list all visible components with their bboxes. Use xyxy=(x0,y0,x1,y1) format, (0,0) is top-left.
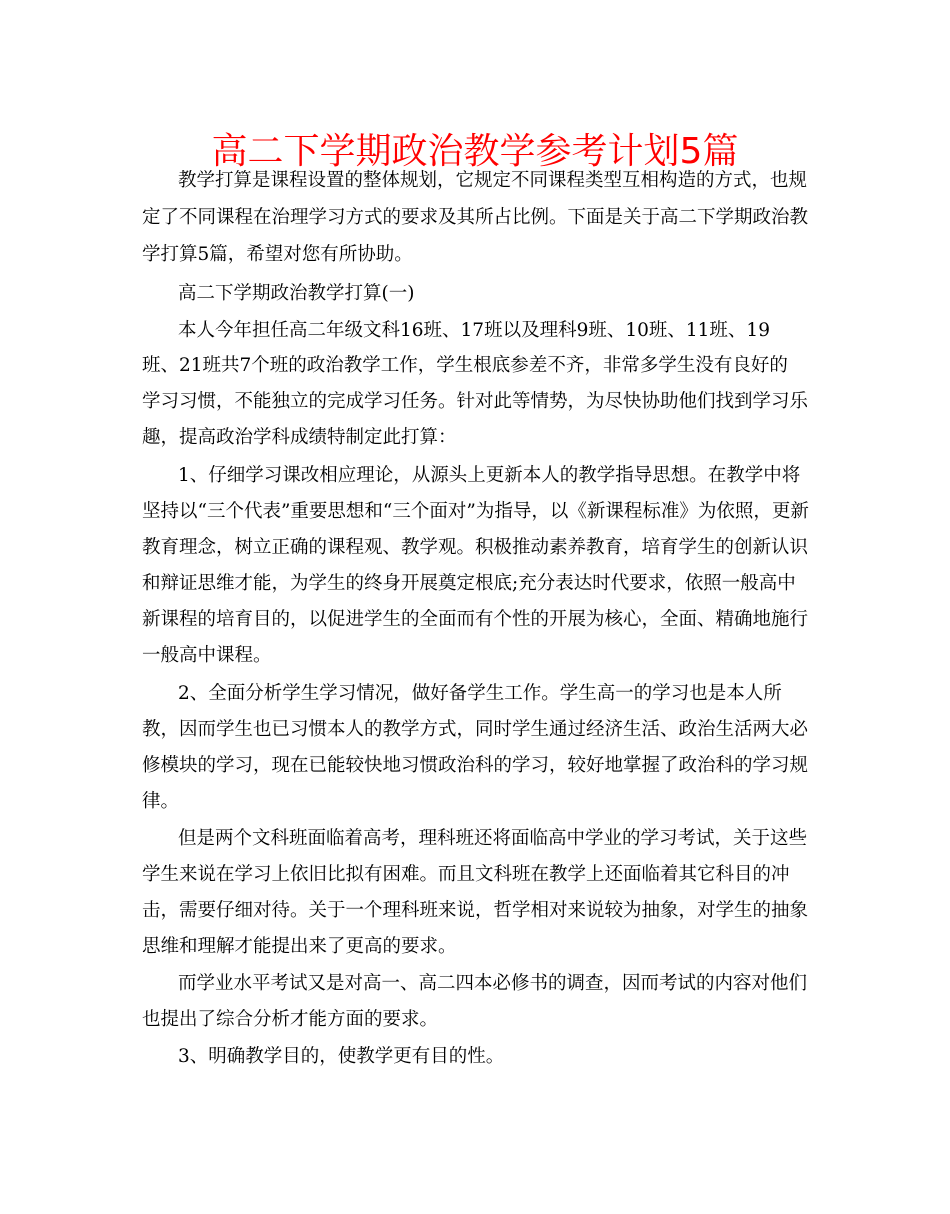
paragraph-line: 学习习惯，不能独立的完成学习任务。针对此等情势，为尽快协助他们找到学习乐 xyxy=(142,391,809,412)
paragraph-line: 2、全面分析学生学习情况，做好备学生工作。学生高一的学习也是本人所 xyxy=(178,683,782,704)
paragraph-line: 新课程的培育目的，以促进学生的全面而有个性的开展为核心，全面、精确地施行 xyxy=(142,609,809,630)
paragraph-line: 也提出了综合分析才能方面的要求。 xyxy=(142,1009,439,1030)
paragraph-line: 教学打算是课程设置的整体规划，它规定不同课程类型互相构造的方式，也规 xyxy=(178,170,808,191)
page-title: 高二下学期政治教学参考计划5篇 xyxy=(211,131,739,172)
paragraph-line: 而学业水平考试又是对高一、高二四本必修书的调查，因而考试的内容对他们 xyxy=(178,973,808,994)
paragraph-line: 学生来说在学习上依旧比拟有困难。而且文科班在教学上还面临着其它科目的冲 xyxy=(142,864,790,885)
paragraph-line: 击，需要仔细对待。关于一个理科班来说，哲学相对来说较为抽象，对学生的抽象 xyxy=(142,900,809,921)
paragraph-line: 定了不同课程在治理学习方式的要求及其所占比例。下面是关于高二下学期政治教 xyxy=(142,207,809,228)
paragraph-line: 但是两个文科班面临着高考，理科班还将面临高中学业的学习考试，关于这些 xyxy=(178,828,808,849)
paragraph-line: 律。 xyxy=(142,791,180,812)
paragraph-line: 3、明确教学目的，使教学更有目的性。 xyxy=(178,1046,505,1067)
paragraph-line: 一般高中课程。 xyxy=(142,645,272,666)
paragraph-line: 教育理念，树立正确的课程观、教学观。积极推动素养教育，培育学生的创新认识 xyxy=(142,537,809,558)
paragraph-line: 和辩证思维才能，为学生的终身开展奠定根底;充分表达时代要求，依照一般高中 xyxy=(142,573,796,594)
paragraph-line: 本人今年担任高二年级文科16班、17班以及理科9班、10班、11班、19 xyxy=(178,320,770,341)
paragraph-line: 修模块的学习，现在已能较快地习惯政治科的学习，较好地掌握了政治科的学习规 xyxy=(142,755,809,776)
paragraph-line: 班、21班共7个班的政治教学工作，学生根底参差不齐，非常多学生没有良好的 xyxy=(142,355,788,376)
paragraph-line: 思维和理解才能提出来了更高的要求。 xyxy=(142,936,457,957)
paragraph-line: 坚持以“三个代表”重要思想和“三个面对”为指导，以《新课程标准》为依照，更新 xyxy=(142,501,809,522)
paragraph-line: 1、仔细学习课改相应理论，从源头上更新本人的教学指导思想。在教学中将 xyxy=(178,465,801,486)
paragraph-line: 教，因而学生也已习惯本人的教学方式，同时学生通过经济生活、政治生活两大必 xyxy=(142,719,809,740)
paragraph-line: 趣，提高政治学科成绩特制定此打算： xyxy=(142,427,457,448)
paragraph-line: 学打算5篇，希望对您有所协助。 xyxy=(142,244,413,265)
section-heading: 高二下学期政治教学打算(一) xyxy=(178,283,415,304)
